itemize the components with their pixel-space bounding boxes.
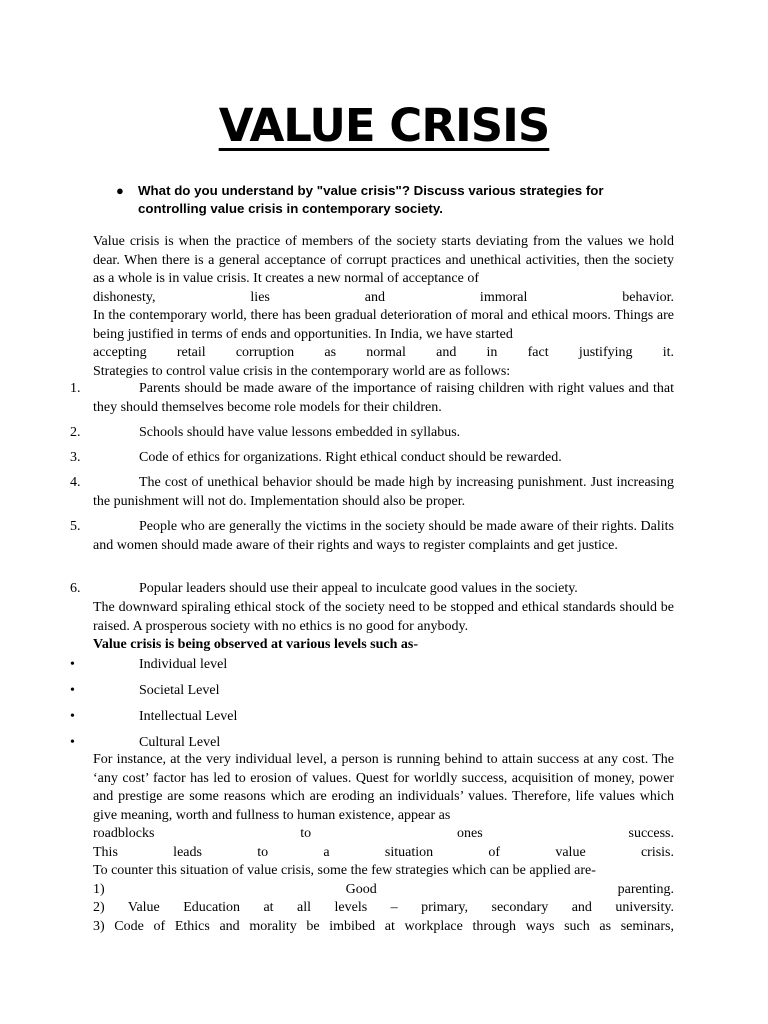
level-item: Societal Level xyxy=(139,683,220,698)
level-item: Intellectual Level xyxy=(139,709,238,724)
list-number: 2. xyxy=(70,425,81,440)
list-number: 4. xyxy=(70,475,81,490)
page-title: VALUE CRISIS xyxy=(218,99,550,152)
closing-paragraph: For instance, at the very individual level, a person is running behind to attain success at any cost. The ‘any cost’ factor has led to erosion of values. Quest for worldly success, acquisition of money, power and prestige are some reasons which are eroding an individuals’ values. Therefore, life values which give meaning, worth and fullness to human existence, appear as roadblocks to ones success. This leads to a situation of value crisis. To counter this situation of value crisis, some the few strategies which can be applied are- 1) Good parenting. 2) Value Education at all levels – primary, secondary and university. 3) Code of Ethics and morality be imbibed at workplace through ways such as seminars, xyxy=(93,752,674,934)
intro-paragraph: Value crisis is when the practice of members of the society starts deviating from the values we hold dear. When there is a general acceptance of corrupt practices and unethical activities, then the society as a whole is in value crisis. It creates a new normal of acceptance of dishonesty, lies and immoral behavior. In the contemporary world, there has been gradual deterioration of moral and ethical moors. Things are being justified in terms of ends and opportunities. In India, we have started accepting retail corruption as normal and in fact justifying it. Strategies to control value crisis in the contemporary world are as follows: xyxy=(93,234,674,379)
level-item: Cultural Level xyxy=(139,735,221,750)
level-item: Individual level xyxy=(139,657,228,672)
question-text: What do you understand by "value crisis"? Discuss various strategies for controlling value crisis in contemporary society. xyxy=(138,183,604,216)
question-bullet-icon: ● xyxy=(116,183,124,198)
list-item: Parents should be made aware of the importance of raising children with right values and that they should themselves become role models for their children. xyxy=(93,381,674,415)
list-item: People who are generally the victims in the society should be made aware of their rights. Dalits and women should made aware of their rights and ways to register complaints and get justice. xyxy=(93,519,674,553)
bullet-icon: • xyxy=(70,709,75,724)
list-item: Schools should have value lessons embedded in syllabus. xyxy=(139,425,461,440)
levels-heading: Value crisis is being observed at various levels such as- xyxy=(93,637,418,652)
list-number: 5. xyxy=(70,519,81,534)
bullet-icon: • xyxy=(70,735,75,750)
bullet-icon: • xyxy=(70,683,75,698)
list-number: 3. xyxy=(70,450,81,465)
list-item: Popular leaders should use their appeal to inculcate good values in the society. xyxy=(139,581,578,596)
list-number: 6. xyxy=(70,581,81,596)
list-item: The cost of unethical behavior should be made high by increasing punishment. Just increasing the punishment will not do. Implementation should also be proper. xyxy=(93,475,674,509)
bullet-icon: • xyxy=(70,657,75,672)
list-item: Code of ethics for organizations. Right ethical conduct should be rewarded. xyxy=(139,450,562,465)
list-number: 1. xyxy=(70,381,81,396)
after-list-paragraph: The downward spiraling ethical stock of the society need to be stopped and ethical standards should be raised. A prosperous society with no ethics is no good for anybody. xyxy=(93,600,674,634)
